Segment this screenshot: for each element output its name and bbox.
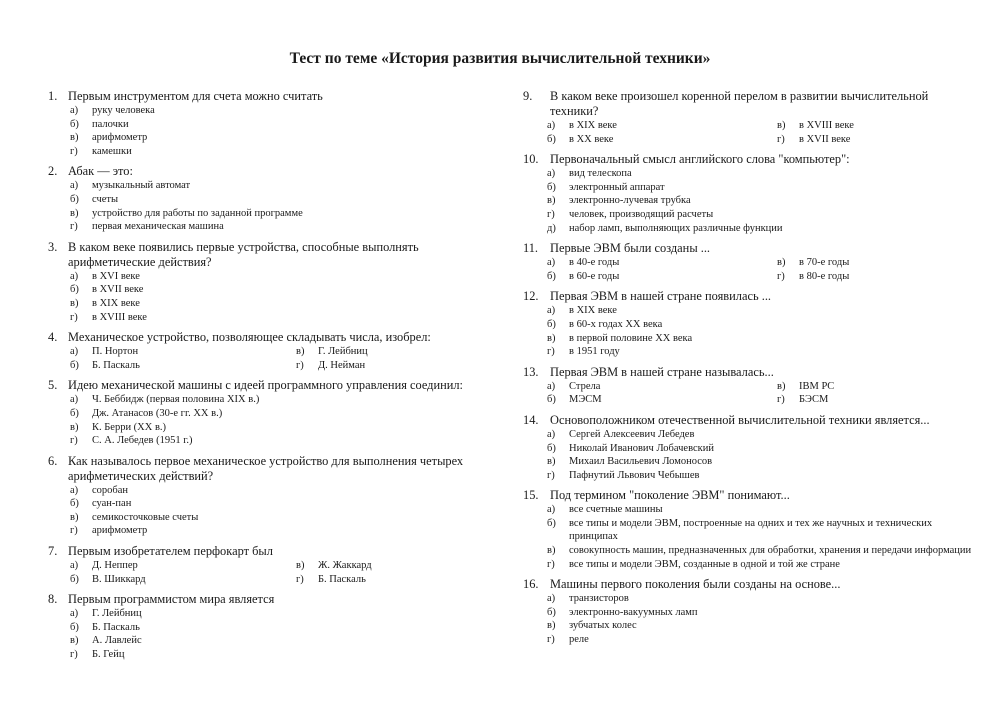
- question-14: [523, 413, 973, 482]
- answer-option: [547, 558, 973, 572]
- option-letter: в): [547, 195, 556, 207]
- answer-option: [70, 634, 500, 648]
- question-text: Первым программистом мира является: [68, 592, 275, 607]
- option-text: все типы и модели ЭВМ, построенные на одних и тех же научных и технических принципах: [569, 517, 933, 543]
- option-letter: в): [777, 120, 786, 131]
- answer-options: [523, 167, 973, 235]
- option-text: МЭСМ: [569, 394, 602, 406]
- answer-options: [523, 503, 973, 571]
- question-number: 3.: [48, 239, 58, 254]
- option-letter: г): [70, 221, 78, 233]
- answer-option: [547, 428, 973, 442]
- answer-options: [48, 393, 500, 447]
- option-letter: в): [547, 620, 556, 632]
- question-text: Как называлось первое механическое устройство для выполнения четырех арифметических действий?: [68, 453, 464, 483]
- question-text: Идею механической машины с идеей программного управления соединил:: [68, 378, 463, 393]
- option-text: в XX веке: [569, 133, 614, 145]
- answer-option: [70, 297, 500, 311]
- answer-option: [547, 133, 777, 147]
- question-text-row: [48, 454, 500, 484]
- option-text: Б. Паскаль: [92, 359, 140, 371]
- option-letter: б): [547, 133, 556, 145]
- question-9: [523, 89, 973, 146]
- option-letter: а): [547, 380, 556, 392]
- option-text: соробан: [92, 484, 129, 496]
- option-letter: в): [70, 421, 79, 433]
- option-letter: г): [547, 346, 555, 358]
- option-text: все типы и модели ЭВМ, созданные в одной и той же стране: [569, 558, 840, 570]
- question-4: [48, 330, 500, 372]
- answer-options: [48, 270, 500, 324]
- answer-options: [48, 607, 500, 661]
- answer-option: [70, 131, 500, 145]
- right-column: [523, 89, 973, 653]
- question-text-row: [523, 152, 973, 167]
- question-8: [48, 592, 500, 661]
- answer-options: [523, 304, 973, 358]
- answer-option: [547, 332, 973, 346]
- question-number: 5.: [48, 378, 58, 393]
- question-number: 11.: [523, 241, 539, 256]
- question-text-row: [523, 89, 973, 119]
- question-number: 12.: [523, 289, 539, 304]
- question-15: [523, 488, 973, 571]
- question-12: [523, 289, 973, 358]
- question-text: Под термином "поколение ЭВМ" понимают...: [550, 488, 790, 503]
- option-letter: б): [547, 517, 556, 529]
- answer-option: [547, 167, 973, 181]
- question-text: Абак — это:: [68, 164, 133, 179]
- option-letter: а): [547, 168, 556, 180]
- question-6: [48, 454, 500, 538]
- answer-option: [547, 304, 973, 318]
- answer-option: [70, 118, 500, 132]
- answer-options: [523, 592, 973, 646]
- question-number: 8.: [48, 592, 58, 607]
- option-letter: г): [547, 469, 555, 481]
- answer-options: [48, 179, 500, 233]
- question-number: 6.: [48, 453, 58, 468]
- question-number: 7.: [48, 544, 58, 559]
- option-letter: г): [777, 394, 785, 406]
- answer-option: [547, 469, 973, 483]
- option-letter: в): [777, 380, 786, 392]
- option-letter: а): [547, 120, 556, 131]
- option-text: счеты: [92, 193, 119, 205]
- question-13: [523, 365, 973, 407]
- option-letter: б): [547, 606, 556, 618]
- option-letter: б): [70, 284, 79, 296]
- option-letter: а): [70, 484, 79, 496]
- answer-option: [70, 407, 500, 421]
- option-letter: а): [547, 257, 556, 269]
- answer-option: [296, 559, 500, 573]
- answer-option: [777, 256, 973, 270]
- answer-option: [70, 524, 500, 538]
- option-letter: д): [547, 222, 556, 234]
- option-text: суан-пан: [92, 498, 132, 510]
- option-text: А. Лавлейс: [92, 635, 142, 647]
- question-text: Первым инструментом для счета можно считать: [68, 89, 323, 103]
- question-text: Первая ЭВМ в нашей стране называлась...: [550, 364, 774, 379]
- option-letter: в): [70, 635, 79, 647]
- option-text: в XVII веке: [799, 133, 851, 145]
- option-text: Николай Иванович Лобачевский: [569, 442, 714, 454]
- answer-option: [70, 179, 500, 193]
- option-letter: г): [70, 311, 78, 323]
- option-letter: в): [547, 332, 556, 344]
- answer-option: [547, 517, 973, 544]
- option-text: П. Нортон: [92, 346, 139, 358]
- answer-option: [547, 393, 777, 407]
- page-title: Тест по теме «История развития вычислительной техники»: [289, 50, 711, 67]
- option-text: в 60-е годы: [569, 270, 620, 282]
- question-11: [523, 241, 973, 283]
- answer-options: [523, 380, 973, 407]
- answer-option: [70, 311, 500, 325]
- option-text: Дж. Атанасов (30-е гг. XX в.): [92, 407, 223, 419]
- option-letter: г): [777, 133, 785, 145]
- option-letter: в): [70, 511, 79, 523]
- question-number: 14.: [523, 412, 539, 427]
- question-number: 4.: [48, 330, 58, 345]
- option-letter: г): [70, 145, 78, 157]
- answer-option: [547, 194, 973, 208]
- option-text: С. А. Лебедев (1951 г.): [92, 435, 193, 447]
- question-text: Машины первого поколения были созданы на основе...: [550, 577, 841, 592]
- option-text: Б. Паскаль: [318, 573, 366, 585]
- option-text: в XVII веке: [92, 284, 144, 296]
- answer-option: [70, 434, 500, 448]
- option-letter: б): [547, 318, 556, 330]
- option-letter: б): [70, 621, 79, 633]
- question-5: [48, 378, 500, 447]
- option-letter: б): [547, 270, 556, 282]
- question-text-row: [523, 413, 973, 428]
- answer-option: [296, 359, 500, 373]
- option-text: палочки: [92, 118, 129, 130]
- answer-option: [547, 380, 777, 394]
- option-text: семикосточковые счеты: [92, 511, 199, 523]
- answer-option: [547, 270, 777, 284]
- option-text: в XVIII веке: [92, 311, 147, 323]
- question-number: 10.: [523, 152, 539, 167]
- question-text: Первые ЭВМ были созданы ...: [550, 241, 711, 256]
- option-letter: а): [547, 504, 556, 516]
- answer-options: [48, 345, 500, 372]
- answer-option: [70, 497, 500, 511]
- option-text: устройство для работы по заданной программе: [92, 207, 303, 219]
- question-text-row: [523, 577, 973, 592]
- option-text: арифмометр: [92, 132, 148, 144]
- answer-option: [70, 283, 500, 297]
- answer-option: [547, 455, 973, 469]
- option-letter: б): [70, 359, 79, 371]
- answer-option: [70, 359, 296, 373]
- option-letter: б): [70, 118, 79, 130]
- option-text: Ж. Жаккард: [318, 560, 372, 572]
- question-text-row: [523, 289, 973, 304]
- question-text: Первая ЭВМ в нашей стране появилась ...: [550, 289, 772, 304]
- option-text: в первой половине XX века: [569, 332, 693, 344]
- answer-option: [70, 484, 500, 498]
- option-letter: в): [70, 297, 79, 309]
- answer-option: [547, 442, 973, 456]
- option-text: электронный аппарат: [569, 181, 665, 193]
- option-text: в 70-е годы: [799, 257, 850, 269]
- question-text-row: [523, 241, 973, 256]
- answer-option: [547, 619, 973, 633]
- option-letter: а): [70, 394, 79, 406]
- option-letter: г): [547, 208, 555, 220]
- option-text: электронно-лучевая трубка: [569, 195, 691, 207]
- option-text: Б. Паскаль: [92, 621, 140, 633]
- answer-option: [70, 607, 500, 621]
- option-letter: в): [777, 257, 786, 269]
- question-16: [523, 577, 973, 646]
- answer-option: [70, 511, 500, 525]
- question-number: 16.: [523, 577, 539, 592]
- answer-options: [48, 104, 500, 158]
- answer-option: [296, 345, 500, 359]
- question-text-row: [48, 164, 500, 179]
- question-text: Механическое устройство, позволяющее складывать числа, изобрел:: [68, 330, 431, 345]
- option-text: в XIX веке: [569, 120, 617, 131]
- option-text: Д. Нейман: [318, 359, 366, 371]
- question-7: [48, 544, 500, 586]
- question-text-row: [523, 488, 973, 503]
- answer-option: [70, 270, 500, 284]
- answer-options: [48, 559, 500, 586]
- option-letter: г): [70, 435, 78, 447]
- option-text: Д. Неппер: [92, 560, 138, 572]
- option-text: зубчатых колес: [569, 620, 637, 632]
- option-text: в XVIII веке: [799, 120, 854, 131]
- option-text: совокупность машин, предназначенных для обработки, хранения и передачи информации: [569, 545, 972, 557]
- option-letter: а): [70, 270, 79, 282]
- option-text: реле: [569, 634, 589, 646]
- option-text: в 80-е годы: [799, 270, 850, 282]
- question-text: В каком веке произошел коренной перелом в развитии вычислительной техники?: [550, 89, 929, 118]
- question-number: 13.: [523, 364, 539, 379]
- option-text: Стрела: [569, 380, 601, 392]
- answer-option: [777, 380, 973, 394]
- option-text: в 40-е годы: [569, 257, 620, 269]
- option-letter: б): [547, 442, 556, 454]
- option-letter: а): [70, 105, 79, 116]
- option-text: в XIX веке: [92, 297, 140, 309]
- option-letter: г): [777, 270, 785, 282]
- option-text: Пафнутий Львович Чебышев: [569, 469, 700, 481]
- option-text: В. Шиккард: [92, 573, 146, 585]
- left-column: [48, 89, 500, 668]
- question-text-row: [48, 378, 500, 393]
- answer-option: [547, 633, 973, 647]
- option-letter: а): [547, 305, 556, 317]
- question-text-row: [48, 544, 500, 559]
- option-letter: в): [296, 560, 305, 572]
- question-10: [523, 152, 973, 235]
- answer-option: [777, 119, 973, 133]
- option-text: в 1951 году: [569, 346, 620, 358]
- answer-option: [70, 421, 500, 435]
- question-text-row: [523, 365, 973, 380]
- answer-option: [547, 606, 973, 620]
- question-number: 9.: [523, 89, 533, 103]
- question-text: Первым изобретателем перфокарт был: [68, 544, 273, 559]
- option-text: все счетные машины: [569, 504, 663, 516]
- option-letter: а): [70, 560, 79, 572]
- option-text: музыкальный автомат: [92, 180, 191, 192]
- question-2: [48, 164, 500, 233]
- option-text: вид телескопа: [569, 168, 632, 180]
- question-text-row: [48, 592, 500, 607]
- question-number: 1.: [48, 89, 58, 103]
- answer-option: [547, 592, 973, 606]
- answer-option: [547, 181, 973, 195]
- option-letter: б): [70, 573, 79, 585]
- option-letter: а): [547, 428, 556, 440]
- option-text: Михаил Васильевич Ломоносов: [569, 456, 713, 468]
- answer-option: [70, 207, 500, 221]
- answer-option: [547, 318, 973, 332]
- answer-option: [70, 573, 296, 587]
- answer-option: [70, 621, 500, 635]
- answer-option: [296, 573, 500, 587]
- answer-option: [70, 345, 296, 359]
- answer-option: [70, 220, 500, 234]
- option-text: в XIX веке: [569, 305, 617, 317]
- option-text: камешки: [92, 145, 132, 157]
- option-letter: г): [547, 558, 555, 570]
- option-letter: г): [547, 634, 555, 646]
- option-text: Ч. Беббидж (первая половина XIX в.): [92, 394, 260, 406]
- option-letter: в): [547, 456, 556, 468]
- answer-option: [70, 104, 500, 118]
- option-letter: б): [70, 193, 79, 205]
- option-text: набор ламп, выполняющих различные функции: [569, 222, 783, 234]
- answer-options: [523, 428, 973, 482]
- answer-option: [547, 544, 973, 558]
- answer-options: [523, 119, 973, 146]
- question-text-row: [48, 89, 500, 104]
- question-number: 2.: [48, 164, 58, 179]
- option-letter: г): [70, 649, 78, 661]
- answer-options: [48, 484, 500, 538]
- option-text: в XVI веке: [92, 270, 140, 282]
- option-letter: г): [296, 573, 304, 585]
- question-text: Основоположником отечественной вычислительной техники является...: [550, 412, 930, 427]
- option-text: первая механическая машина: [92, 221, 224, 233]
- answer-option: [547, 503, 973, 517]
- answer-option: [70, 559, 296, 573]
- question-3: [48, 240, 500, 324]
- answer-option: [70, 393, 500, 407]
- option-letter: а): [70, 346, 79, 358]
- option-text: IBM PC: [799, 380, 835, 392]
- option-letter: б): [547, 181, 556, 193]
- option-letter: а): [70, 180, 79, 192]
- question-text: В каком веке появились первые устройства, способные выполнять арифметические действия?: [68, 239, 419, 269]
- option-letter: б): [547, 394, 556, 406]
- question-number: 15.: [523, 488, 539, 503]
- option-letter: в): [296, 346, 305, 358]
- answer-option: [70, 145, 500, 159]
- question-1: [48, 89, 500, 158]
- answer-option: [547, 119, 777, 133]
- option-letter: а): [547, 593, 556, 605]
- answer-option: [777, 133, 973, 147]
- answer-option: [547, 222, 973, 236]
- answer-option: [70, 648, 500, 662]
- question-text-row: [48, 240, 500, 270]
- option-letter: г): [296, 359, 304, 371]
- answer-option: [547, 345, 973, 359]
- question-text-row: [48, 330, 500, 345]
- option-letter: в): [547, 545, 556, 557]
- option-letter: в): [70, 207, 79, 219]
- answer-option: [547, 256, 777, 270]
- option-text: Б. Гейц: [92, 649, 125, 661]
- answer-option: [547, 208, 973, 222]
- option-text: БЭСМ: [799, 394, 829, 406]
- option-text: К. Берри (XX в.): [92, 421, 167, 433]
- option-text: Г. Лейбниц: [318, 346, 368, 358]
- option-letter: а): [70, 608, 79, 620]
- question-text: Первоначальный смысл английского слова "компьютер":: [550, 152, 850, 167]
- option-letter: б): [70, 498, 79, 510]
- option-text: Сергей Алексеевич Лебедев: [569, 428, 695, 440]
- option-text: человек, производящий расчеты: [569, 208, 714, 220]
- option-text: руку человека: [92, 105, 155, 116]
- option-letter: г): [70, 525, 78, 537]
- option-text: арифмометр: [92, 525, 148, 537]
- answer-option: [70, 193, 500, 207]
- option-text: в 60-х годах XX века: [569, 318, 663, 330]
- option-letter: б): [70, 407, 79, 419]
- option-letter: в): [70, 132, 79, 144]
- answer-option: [777, 270, 973, 284]
- answer-options: [523, 256, 973, 283]
- answer-option: [777, 393, 973, 407]
- option-text: электронно-вакуумных ламп: [569, 606, 698, 618]
- option-text: транзисторов: [569, 593, 629, 605]
- option-text: Г. Лейбниц: [92, 608, 142, 620]
